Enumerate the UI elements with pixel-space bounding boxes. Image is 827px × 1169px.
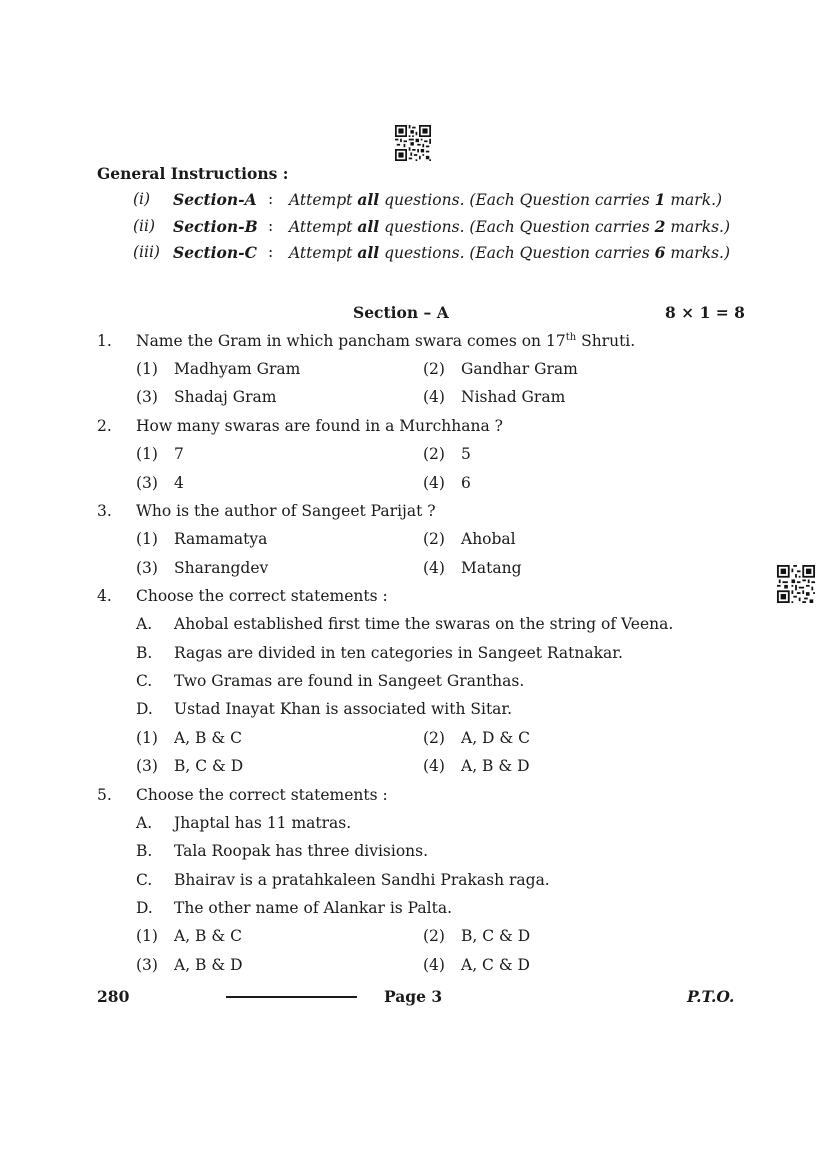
statement-label: B. [136,842,153,860]
instruction-section: Section-A [173,190,257,209]
question-text: Name the Gram in which pancham swara comes on 17th Shruti. [136,331,636,350]
option-number: (1) [136,445,158,463]
option-text: Sharangdev [174,559,269,577]
option-number: (1) [136,360,158,378]
section-heading: Section – A [353,303,449,322]
option-number: (3) [136,388,158,406]
question-text: Who is the author of Sangeet Parijat ? [136,502,436,520]
statement-label: D. [136,700,153,718]
statement-text: Ahobal established first time the swaras on the string of Veena. [174,615,674,633]
question-number: 4. [97,587,112,605]
page-number: Page 3 [384,987,443,1006]
question-number: 5. [97,786,112,804]
option-text: 6 [461,474,471,492]
statement-text: Ragas are divided in ten categories in Sangeet Ratnakar. [174,644,623,662]
option-number: (3) [136,757,158,775]
statement-text: Jhaptal has 11 matras. [174,814,352,832]
option-text: B, C & D [461,927,531,945]
question-number: 1. [97,332,112,350]
statement-text: Tala Roopak has three divisions. [174,842,429,860]
statement-label: C. [136,672,153,690]
option-text: Nishad Gram [461,388,566,406]
statement-text: Ustad Inayat Khan is associated with Sitar. [174,700,513,718]
statement-label: A. [136,814,153,832]
option-number: (1) [136,927,158,945]
option-number: (2) [423,729,445,747]
instruction-number: (ii) [133,217,156,235]
instruction-colon: : [268,190,274,208]
question-number: 3. [97,502,112,520]
pto-label: P.T.O. [687,987,735,1006]
instruction-text: Attempt all questions. (Each Question carries 6 marks.) [289,243,731,262]
question-number: 2. [97,417,112,435]
instruction-number: (iii) [133,243,160,261]
option-number: (3) [136,559,158,577]
option-number: (1) [136,530,158,548]
option-text: Matang [461,559,522,577]
option-text: A, B & D [174,956,243,974]
option-text: Shadaj Gram [174,388,277,406]
option-text: 7 [174,445,184,463]
question-text: How many swaras are found in a Murchhana ? [136,417,503,435]
statement-label: C. [136,871,153,889]
option-text: A, D & C [461,729,530,747]
instruction-colon: : [268,217,274,235]
question-text: Choose the correct statements : [136,587,388,605]
option-number: (2) [423,927,445,945]
option-number: (2) [423,445,445,463]
option-text: A, B & C [174,729,242,747]
general-instructions-title: General Instructions : [97,164,289,183]
option-text: Ramamatya [174,530,268,548]
qr-code-icon [777,564,815,604]
statement-label: D. [136,899,153,917]
option-number: (2) [423,360,445,378]
option-number: (2) [423,530,445,548]
statement-text: The other name of Alankar is Palta. [174,899,453,917]
paper-code: 280 [97,987,130,1006]
option-text: B, C & D [174,757,244,775]
option-number: (3) [136,956,158,974]
question-text: Choose the correct statements : [136,786,388,804]
statement-text: Two Gramas are found in Sangeet Granthas. [174,672,525,690]
option-text: 4 [174,474,184,492]
instruction-section: Section-B [173,217,258,236]
option-text: Gandhar Gram [461,360,578,378]
option-text: A, B & D [461,757,530,775]
instruction-section: Section-C [173,243,257,262]
section-marks: 8 × 1 = 8 [665,303,745,322]
option-number: (4) [423,559,445,577]
instruction-number: (i) [133,190,151,208]
instruction-text: Attempt all questions. (Each Question carries 2 marks.) [289,217,731,236]
option-number: (4) [423,956,445,974]
option-number: (3) [136,474,158,492]
option-text: A, C & D [461,956,530,974]
qr-code-icon [395,125,431,161]
option-number: (4) [423,474,445,492]
statement-label: A. [136,615,153,633]
option-number: (4) [423,757,445,775]
option-text: Madhyam Gram [174,360,301,378]
statement-label: B. [136,644,153,662]
option-text: A, B & C [174,927,242,945]
option-text: Ahobal [461,530,516,548]
option-number: (4) [423,388,445,406]
option-number: (1) [136,729,158,747]
instruction-text: Attempt all questions. (Each Question carries 1 mark.) [289,190,723,209]
statement-text: Bhairav is a pratahkaleen Sandhi Prakash raga. [174,871,550,889]
option-text: 5 [461,445,471,463]
footer-divider [226,996,357,998]
instruction-colon: : [268,243,274,261]
